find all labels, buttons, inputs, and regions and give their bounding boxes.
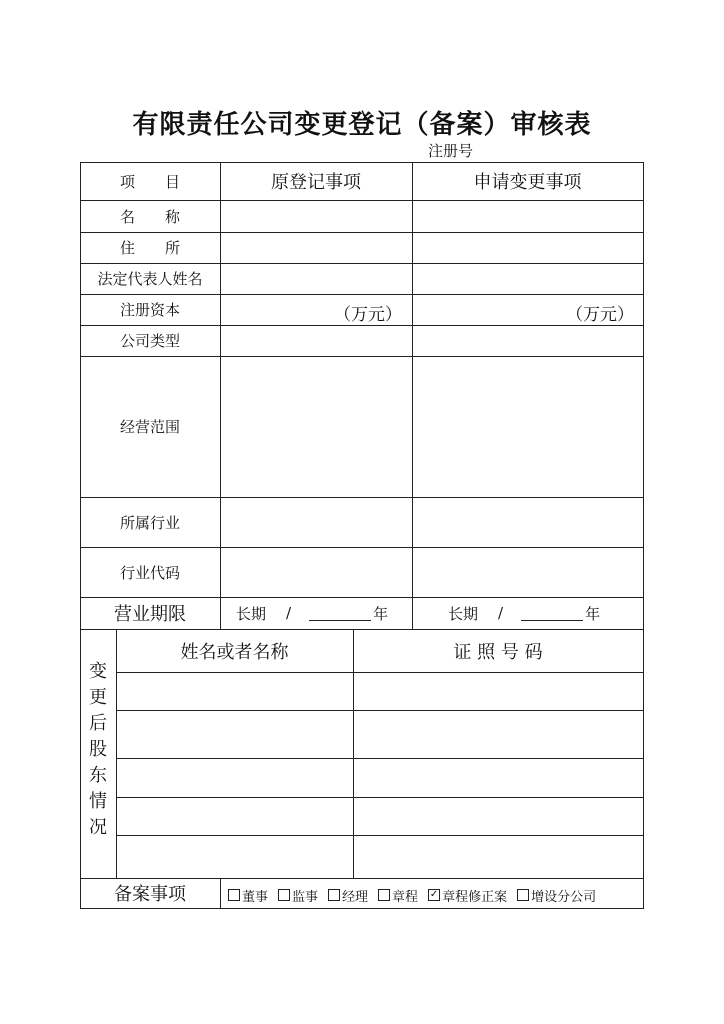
row-label-industry-code: 行业代码 <box>119 563 180 582</box>
shareholder-col-name: 姓名或者名称 <box>180 641 289 663</box>
term-slash: / <box>286 604 292 622</box>
filing-option-articles[interactable]: 章程 <box>378 886 418 905</box>
row-label-industry: 所属行业 <box>119 513 180 532</box>
filing-label: 备案事项 <box>114 884 186 905</box>
capital-unit-original: （万元） <box>334 305 402 325</box>
row-label-term: 营业期限 <box>114 604 186 625</box>
term-slash: / <box>498 604 504 622</box>
filing-options <box>228 882 596 908</box>
term-long-text: 长期 <box>236 604 267 623</box>
checkbox-icon[interactable] <box>378 889 390 901</box>
row-label-name: 名 称 <box>119 207 180 226</box>
term-year-blank <box>521 606 583 621</box>
row-label-legal-rep: 法定代表人姓名 <box>97 270 203 288</box>
capital-unit-requested: （万元） <box>566 305 634 325</box>
checkbox-icon[interactable] <box>278 889 290 901</box>
filing-option-new-branch[interactable]: 增设分公司 <box>517 886 596 905</box>
term-long-text: 长期 <box>448 604 479 623</box>
row-label-address: 住 所 <box>119 239 180 257</box>
header-item: 项 目 <box>119 172 180 191</box>
term-year-blank <box>309 606 371 621</box>
checked-checkbox-icon[interactable]: ✓ <box>429 889 439 900</box>
term-year-text: 年 <box>585 604 601 623</box>
shareholders-section-label: 变 更 后 股 东 情 况 <box>89 661 107 838</box>
term-original <box>236 597 388 629</box>
row-label-company-type: 公司类型 <box>119 332 180 350</box>
checkbox-icon[interactable] <box>328 889 340 901</box>
filing-option-director[interactable]: 董事 <box>228 886 268 905</box>
checkbox-icon[interactable] <box>228 889 240 901</box>
term-requested <box>448 597 600 629</box>
checkbox-icon[interactable] <box>517 889 529 901</box>
term-year-text: 年 <box>373 604 389 623</box>
row-label-scope: 经营范围 <box>119 418 180 436</box>
filing-option-supervisor[interactable]: 监事 <box>278 886 318 905</box>
filing-option-articles-amendment[interactable]: ✓ 章程修正案 <box>429 889 508 905</box>
header-requested: 申请变更事项 <box>473 172 582 193</box>
page-title: 有限责任公司变更登记（备案）审核表 <box>132 110 592 140</box>
shareholder-col-id: 证 照 号 码 <box>453 641 543 663</box>
filing-option-manager[interactable]: 经理 <box>328 886 368 905</box>
registration-number-label: 注册号 <box>428 142 474 160</box>
row-label-capital: 注册资本 <box>119 301 180 319</box>
header-original: 原登记事项 <box>271 172 361 193</box>
